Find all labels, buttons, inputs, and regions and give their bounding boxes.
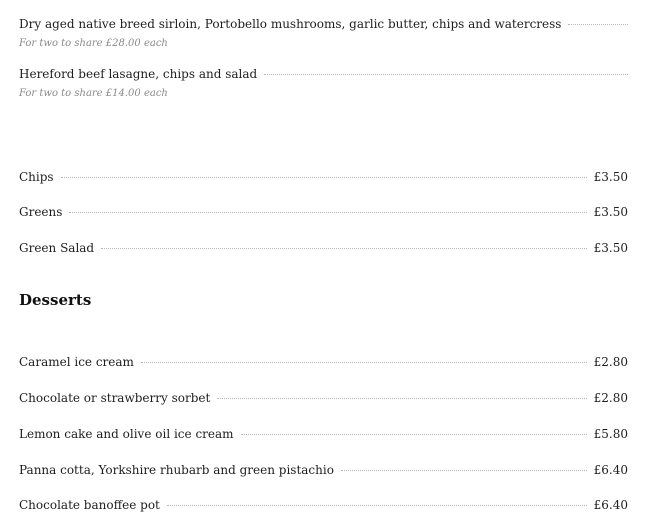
dotted-leader — [101, 248, 587, 249]
dotted-leader — [69, 212, 586, 213]
menu-item-price: £3.50 — [593, 205, 628, 219]
menu-item-name: Caramel ice cream — [19, 355, 134, 369]
menu-item-note: For two to share £28.00 each — [19, 38, 168, 49]
menu-item-panna-cotta — [19, 462, 628, 478]
menu-item-lasagne — [19, 66, 628, 82]
dotted-leader — [217, 398, 586, 399]
dotted-leader — [141, 362, 587, 363]
dotted-leader — [568, 24, 628, 25]
dotted-leader — [167, 505, 587, 506]
dotted-leader — [241, 434, 587, 435]
dotted-leader — [264, 74, 628, 75]
menu-item-name: Lemon cake and olive oil ice cream — [19, 427, 234, 441]
menu-item-price: £2.80 — [593, 355, 628, 369]
menu-item-name: Hereford beef lasagne, chips and salad — [19, 67, 258, 81]
menu-item-price: £6.40 — [593, 498, 628, 512]
menu-item-green-salad — [19, 240, 628, 256]
menu-item-sirloin — [19, 16, 628, 32]
menu-item-price: £6.40 — [593, 463, 628, 477]
menu-item-note: For two to share £14.00 each — [19, 88, 168, 99]
menu-item-name: Panna cotta, Yorkshire rhubarb and green pistachio — [19, 463, 334, 477]
menu-item-name: Green Salad — [19, 241, 95, 255]
menu-item-chips — [19, 169, 628, 185]
menu-item-sorbet — [19, 390, 628, 406]
menu-item-caramel-ice-cream — [19, 354, 628, 370]
dotted-leader — [61, 177, 587, 178]
menu-item-price: £3.50 — [593, 241, 628, 255]
menu-item-greens — [19, 204, 628, 220]
menu-item-lemon-cake — [19, 426, 628, 442]
menu-item-price: £5.80 — [593, 427, 628, 441]
menu-item-name: Chocolate banoffee pot — [19, 498, 160, 512]
menu-item-name: Chips — [19, 170, 54, 184]
section-heading-desserts: Desserts — [19, 291, 92, 309]
dotted-leader — [341, 470, 587, 471]
menu-item-name: Greens — [19, 205, 63, 219]
menu-item-banoffee-pot — [19, 497, 628, 513]
menu-item-name: Dry aged native breed sirloin, Portobello mushrooms, garlic butter, chips and watercress — [19, 17, 562, 31]
menu-item-name: Chocolate or strawberry sorbet — [19, 391, 211, 405]
menu-item-price: £3.50 — [593, 170, 628, 184]
menu-item-price: £2.80 — [593, 391, 628, 405]
